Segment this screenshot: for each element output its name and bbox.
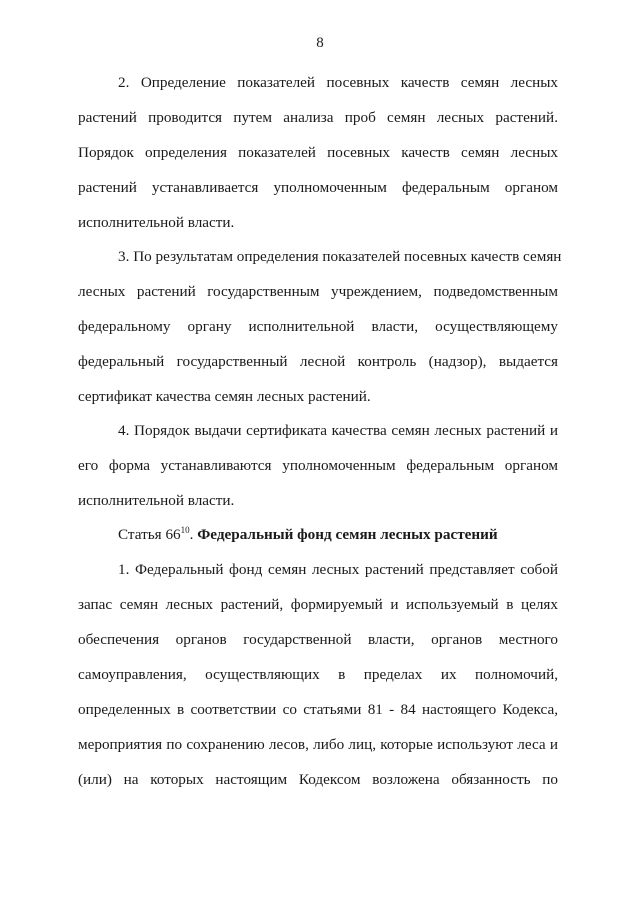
- paragraph-2-line: Порядок определения показателей посевных качеств семян лесных: [78, 144, 558, 161]
- paragraph-3-line: сертификат качества семян лесных растений.: [78, 388, 371, 405]
- page-number: 8: [316, 35, 324, 51]
- article-number: Статья 66: [118, 526, 181, 543]
- paragraph-3-line: федеральный государственный лесной контроль (надзор), выдается: [78, 353, 558, 370]
- article-heading: [118, 525, 558, 545]
- article-superscript: 10: [180, 525, 190, 535]
- paragraph-2-line: исполнительной власти.: [78, 214, 235, 231]
- article-paragraph-1-line: 1. Федеральный фонд семян лесных растений представляет собой: [118, 561, 558, 578]
- article-paragraph-1-line: обеспечения органов государственной власти, органов местного: [78, 631, 558, 648]
- paragraph-4-line: исполнительной власти.: [78, 492, 235, 509]
- paragraph-3-line: 3. По результатам определения показателей посевных качеств семян: [118, 248, 562, 265]
- article-paragraph-1-line: мероприятия по сохранению лесов, либо лиц, которые используют леса и: [78, 736, 558, 753]
- article-paragraph-1-line: (или) на которых настоящим Кодексом возложена обязанность по: [78, 771, 558, 788]
- paragraph-2-line: 2. Определение показателей посевных качеств семян лесных: [118, 74, 558, 91]
- article-paragraph-1-line: определенных в соответствии со статьями 81 - 84 настоящего Кодекса,: [78, 701, 558, 718]
- paragraph-2-line: растений проводится путем анализа проб семян лесных растений.: [78, 109, 558, 126]
- paragraph-4-line: 4. Порядок выдачи сертификата качества семян лесных растений и: [118, 422, 558, 439]
- paragraph-2-line: растений устанавливается уполномоченным федеральным органом: [78, 179, 558, 196]
- article-paragraph-1-line: запас семян лесных растений, формируемый и используемый в целях: [78, 596, 558, 613]
- article-title: Федеральный фонд семян лесных растений: [197, 526, 498, 543]
- article-number-dot: .: [189, 526, 194, 543]
- paragraph-4-line: его форма устанавливаются уполномоченным федеральным органом: [78, 457, 558, 474]
- article-paragraph-1-line: самоуправления, осуществляющих в пределах их полномочий,: [78, 666, 558, 683]
- paragraph-3-line: федеральному органу исполнительной власти, осуществляющему: [78, 318, 558, 335]
- paragraph-3-line: лесных растений государственным учреждением, подведомственным: [78, 283, 558, 300]
